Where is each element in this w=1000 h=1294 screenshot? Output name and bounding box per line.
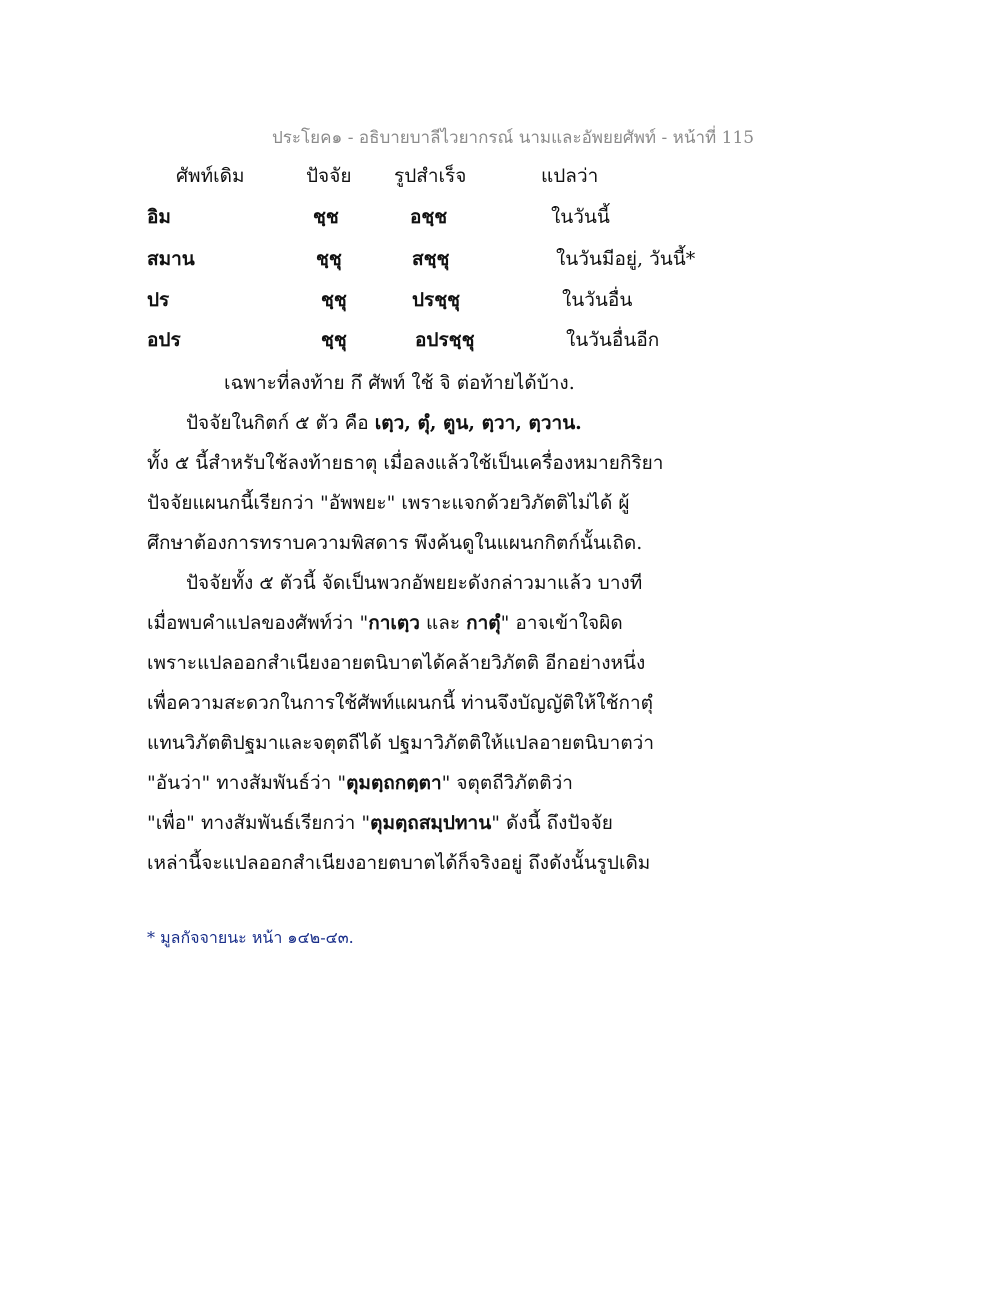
term-bold: กาเตฺว — [368, 612, 420, 634]
row-meaning: ในวันอื่นอีก — [566, 329, 660, 351]
row-base: ปร — [147, 289, 170, 311]
paragraph-text: " จตุตถีวิภัตติว่า — [441, 772, 573, 794]
column-header-meaning: แปลว่า — [541, 165, 599, 187]
term-bold: ตุมตฺถกตฺตา — [346, 772, 442, 794]
paragraph-line — [147, 808, 707, 838]
row-suffix: ชฺช — [313, 206, 339, 228]
paragraph-line: ปัจจัยแผนกนี้เรียกว่า "อัพพยะ" เพราะแจกด้วยวิภัตติไม่ได้ ผู้ — [147, 492, 630, 514]
note-line: เฉพาะที่ลงท้าย กึ ศัพท์ ใช้ จิ ต่อท้ายได้บ้าง. — [224, 372, 575, 394]
term-bold: ตุมตฺถสมฺปทาน — [370, 812, 492, 834]
paragraph-text: " ดังนี้ ถึงปัจจัย — [491, 812, 613, 834]
paragraph-line: เพื่อความสะดวกในการใช้ศัพท์แผนกนี้ ท่านจึงบัญญัติให้ใช้กาตุํ — [147, 692, 653, 714]
column-header-base: ศัพท์เดิม — [176, 165, 245, 187]
footnote: * มูลกัจจายนะ หน้า ๑๔๒-๔๓. — [147, 928, 354, 947]
row-suffix: ชฺชุ — [321, 289, 347, 311]
row-suffix: ชฺชุ — [321, 329, 347, 351]
column-header-suffix: ปัจจัย — [306, 165, 352, 187]
paragraph-text: ปัจจัยในกิตก์ ๕ ตัว คือ — [186, 412, 375, 434]
row-meaning: ในวันอื่น — [562, 289, 633, 311]
row-result: ปรชฺชุ — [412, 289, 461, 311]
page-header: ประโยค๑ - อธิบายบาลีไวยากรณ์ นามและอัพยยศัพท์ - หน้าที่ 115 — [272, 128, 755, 148]
row-result: สชฺชุ — [412, 248, 450, 270]
paragraph-text: เมื่อพบคำแปลของศัพท์ว่า " — [147, 612, 369, 634]
row-meaning: ในวันมีอยู่, วันนี้* — [556, 248, 696, 270]
row-suffix: ชฺชุ — [316, 248, 342, 270]
paragraph-line: แทนวิภัตติปฐมาและจตุตถีได้ ปฐมาวิภัตติให้แปลอายตนิบาตว่า — [147, 732, 655, 754]
row-result: อชฺช — [410, 206, 448, 228]
paragraph-line — [147, 768, 707, 798]
row-meaning: ในวันนี้ — [551, 206, 610, 228]
suffix-list: เตฺว, ตุํ, ตูน, ตฺวา, ตฺวาน. — [374, 412, 582, 434]
paragraph-line: เหล่านี้จะแปลออกสำเนียงอายตบาตได้ก็จริงอยู่ ถึงดังนั้นรูปเดิม — [147, 852, 651, 874]
row-base: สมาน — [147, 248, 195, 270]
paragraph-line — [147, 608, 707, 638]
paragraph-text: " อาจเข้าใจผิด — [500, 612, 623, 634]
term-bold: กาตุํ — [466, 612, 501, 634]
paragraph-text: "เพื่อ" ทางสัมพันธ์เรียกว่า " — [147, 812, 371, 834]
paragraph-intro — [186, 408, 582, 438]
column-header-result: รูปสำเร็จ — [394, 165, 467, 187]
paragraph-line: ทั้ง ๕ นี้สำหรับใช้ลงท้ายธาตุ เมื่อลงแล้วใช้เป็นเครื่องหมายกิริยา — [147, 452, 664, 474]
paragraph-line: ปัจจัยทั้ง ๕ ตัวนี้ จัดเป็นพวกอัพยยะดังกล่าวมาแล้ว บางที — [186, 572, 643, 594]
paragraph-text: และ — [419, 612, 467, 634]
paragraph-line: เพราะแปลออกสำเนียงอายตนิบาตได้คล้ายวิภัตติ อีกอย่างหนึ่ง — [147, 652, 646, 674]
row-base: อิม — [147, 206, 171, 228]
paragraph-text: "อันว่า" ทางสัมพันธ์ว่า " — [147, 772, 347, 794]
row-base: อปร — [147, 329, 181, 351]
paragraph-line: ศึกษาต้องการทราบความพิสดาร พึงค้นดูในแผนกกิตก์นั้นเถิด. — [147, 532, 643, 554]
row-result: อปรชฺชุ — [415, 329, 475, 351]
